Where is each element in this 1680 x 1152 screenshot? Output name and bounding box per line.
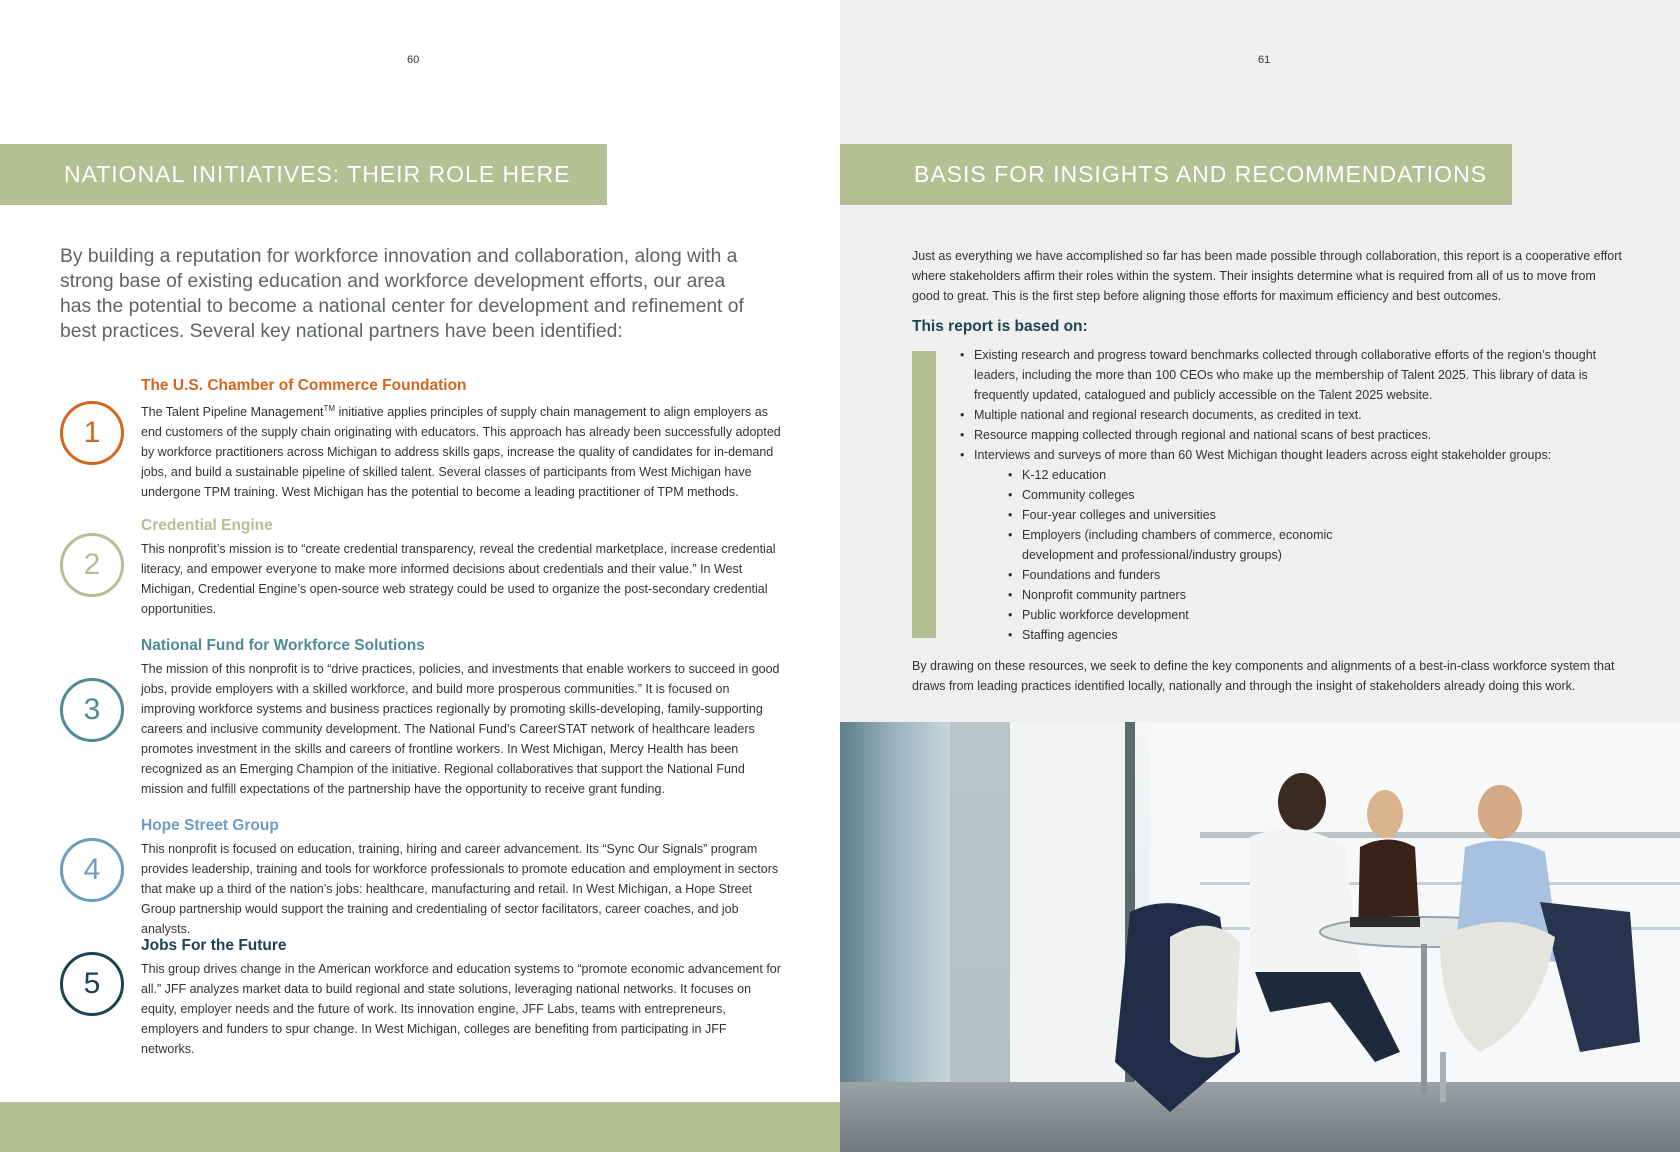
number-circle: 3	[60, 678, 124, 742]
list-item: • Interviews and surveys of more than 60 West Michigan thought leaders across eight stakeholder groups: • K-12 education • Community colleges • Four-year colleges and universities • Employers (including chambers of commerce, economic development and professional/industry groups) • Foundations and funders • Nonprofit community partners • Public workforce development • Staffing agencies	[960, 445, 1620, 645]
partner-description: This nonprofit is focused on education, training, hiring and career advancement. Its “Sync Our Signals” program provides leadership, training and tools for workforce professionals to promote education and employment in sectors that make up a third of the nation’s jobs: healthcare, manufacturing and retail. In West Michigan, a Hope Street Group partnership would support the training and credentialing of sector facilitators, career coaches, and job analysts.	[141, 842, 779, 936]
partner-description: The mission of this nonprofit is to “drive practices, policies, and investments that enable workers to succeed in good jobs, provide employers with a skilled workforce, and build more prosperous communities.” It is focused on improving workforce systems and business practices regionally by promoting skills-developing, family-supporting careers and inclusive community development. The National Fund’s CareerSTAT network of healthcare leaders promotes investment in the skills and careers of frontline workers. In West Michigan, Mercy Health has been recognized as an Emerging Champion of the initiative. Regional collaboratives that support the National Fund mission and fulfill expectations of the partnership have the opportunity to receive grant funding.	[141, 662, 780, 796]
partner-description: This nonprofit’s mission is to “create credential transparency, reveal the credential marketplace, increase credential literacy, and empower everyone to make more informed decisions about credentials and their value.” In West Michigan, Credential Engine’s open-source web strategy could be used to organize the post-secondary credential opportunities.	[141, 542, 776, 616]
list-item: • Community colleges	[1008, 485, 1348, 505]
intro-paragraph: By building a reputation for workforce innovation and collaboration, along with a strong base of existing education and workforce development efforts, our area has the potential to become a national center for development and refinement of best practices. Several key national partners have been identified:	[60, 246, 744, 342]
page-number: 60	[407, 54, 420, 66]
number-circle: 5	[60, 952, 124, 1016]
partner-title: The U.S. Chamber of Commerce Foundation	[141, 377, 467, 394]
closing-paragraph: By drawing on these resources, we seek to define the key components and alignments of a best-in-class workforce system that draws from leading practices identified locally, nationally and through the insight of stakeholders already doing this work.	[912, 659, 1615, 693]
list-item: • Employers (including chambers of commerce, economic development and professional/industry groups)	[1008, 525, 1348, 565]
list-item: • Public workforce development	[1008, 605, 1348, 625]
number-circle: 1	[60, 401, 124, 465]
list-item: • Existing research and progress toward benchmarks collected through collaborative efforts of the region’s thought leaders, including the more than 100 CEOs who make up the membership of Talent 2025. This library of data is frequently updated, catalogued and publicly accessible on the Talent 2025 website.	[960, 345, 1620, 405]
number-circle: 2	[60, 533, 124, 597]
section-banner: BASIS FOR INSIGHTS AND RECOMMENDATIONS	[840, 144, 1512, 205]
accent-bar	[912, 351, 936, 638]
partner-description: This group drives change in the American workforce and education systems to “promote economic advancement for all.” JFF analyzes market data to build regional and state solutions, leveraging national networks. It focuses on equity, employer needs and the future of work. Its innovation engine, JFF Labs, teams with entrepreneurs, employers and funders to spur change. In West Michigan, colleges are benefiting from participating in JFF networks.	[141, 962, 781, 1056]
list-item: • Nonprofit community partners	[1008, 585, 1348, 605]
bottom-band	[0, 1102, 840, 1152]
list-item: • K-12 education	[1008, 465, 1348, 485]
page-number: 61	[1258, 54, 1271, 66]
stakeholder-list	[1008, 465, 1348, 645]
partner-title: Hope Street Group	[141, 817, 279, 834]
right-page	[840, 0, 1680, 1152]
section-banner: NATIONAL INITIATIVES: THEIR ROLE HERE	[0, 144, 607, 205]
list-item: • Resource mapping collected through regional and national scans of best practices.	[960, 425, 1620, 445]
source-list	[960, 345, 1620, 645]
list-item: • Multiple national and regional research documents, as credited in text.	[960, 405, 1620, 425]
partner-title: Jobs For the Future	[141, 937, 287, 954]
list-item: • Four-year colleges and universities	[1008, 505, 1348, 525]
partner-title: National Fund for Workforce Solutions	[141, 637, 425, 654]
list-heading: This report is based on:	[912, 318, 1088, 335]
partner-title: Credential Engine	[141, 517, 273, 534]
meeting-illustration	[840, 722, 1680, 1152]
number-circle: 4	[60, 838, 124, 902]
list-item: • Foundations and funders	[1008, 565, 1348, 585]
partner-description: The Talent Pipeline Management™ initiative applies principles of supply chain management to align employers as end customers of the supply chain originating with educators. This approach has already been successfully adopted by workforce practitioners across Michigan to address skills gaps, increase the quality of candidates for in-demand jobs, and build a sustainable pipeline of skilled talent. Several classes of participants from West Michigan have undergone TPM training. West Michigan has the potential to become a leading practitioner of TPM methods.	[141, 404, 781, 500]
meeting-photo	[840, 722, 1680, 1152]
intro-paragraph: Just as everything we have accomplished so far has been made possible through collaboration, this report is a cooperative effort where stakeholders affirm their roles within the system. Their insights determine what is required from all of us to move from good to great. This is the first step before aligning those efforts for maximum efficiency and best outcomes.	[912, 249, 1622, 303]
list-item: • Staffing agencies	[1008, 625, 1348, 645]
